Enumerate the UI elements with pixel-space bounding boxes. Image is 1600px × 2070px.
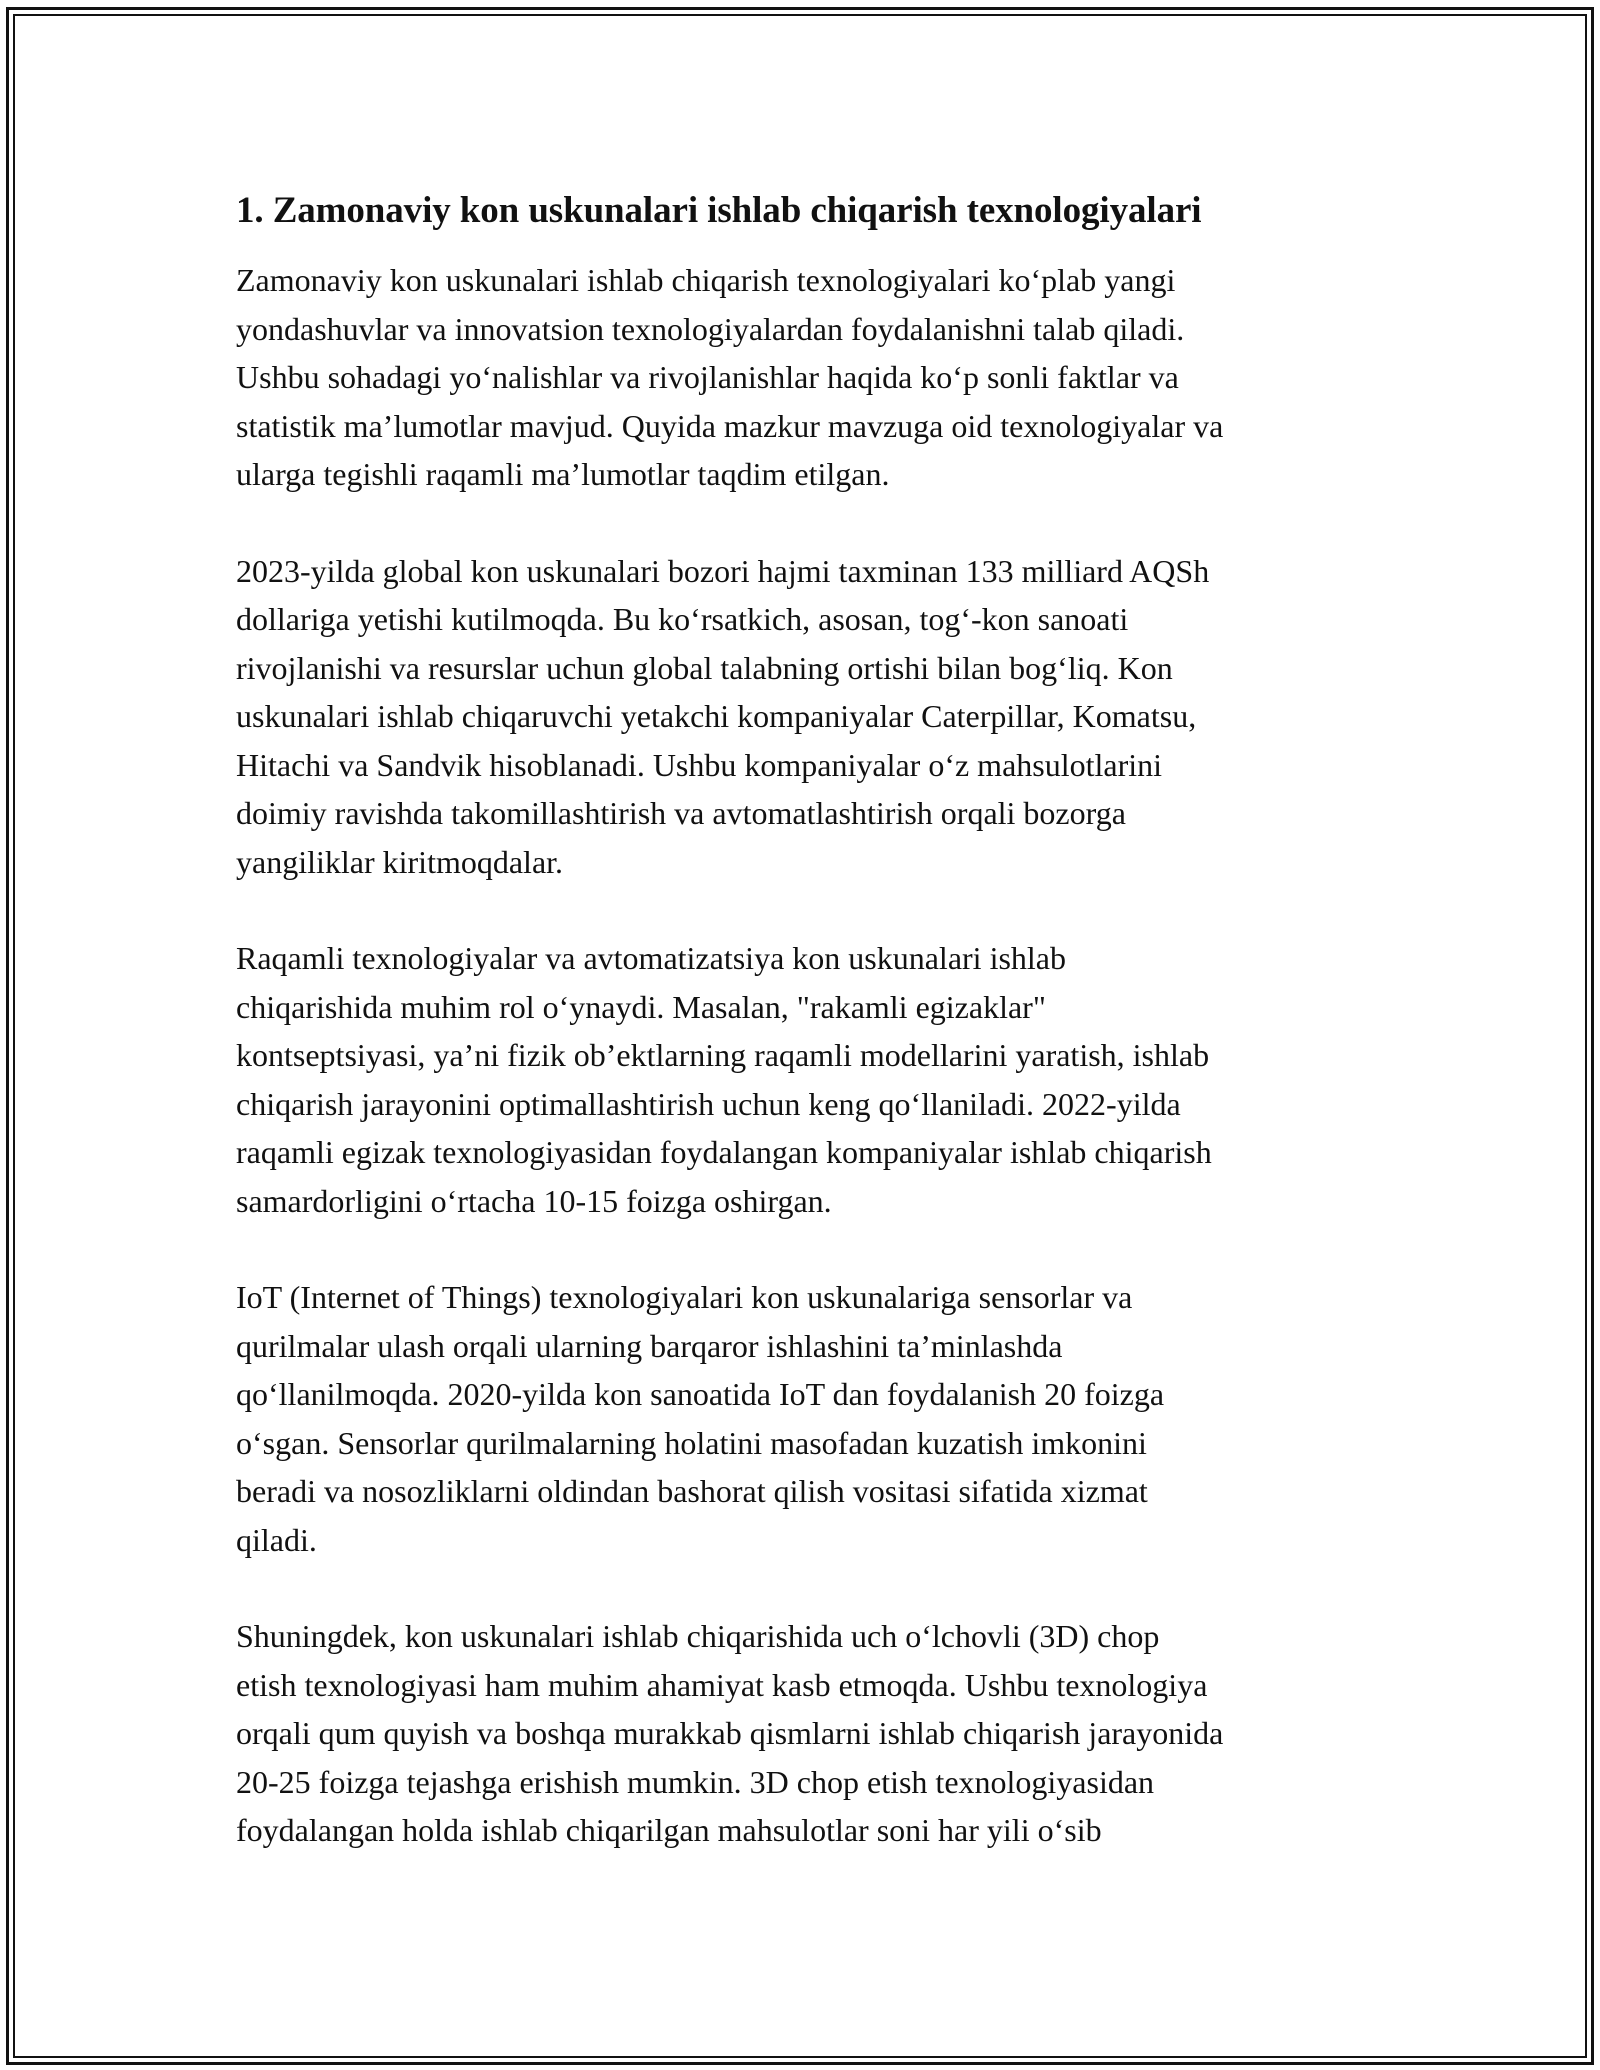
paragraph-line: yondashuvlar va innovatsion texnologiyalardan foydalanishni talab qiladi.: [236, 310, 1185, 347]
paragraph-line: yangiliklar kiritmoqdalar.: [236, 843, 564, 880]
paragraph-3: [236, 934, 1386, 1225]
document-body: [236, 186, 1386, 1903]
paragraph-line: orqali qum quyish va boshqa murakkab qismlarni ishlab chiqarish jarayonida: [236, 1715, 1224, 1751]
paragraph-line: raqamli egizak texnologiyasidan foydalangan kompaniyalar ishlab chiqarish: [236, 1134, 1212, 1170]
paragraph-line: foydalangan holda ishlab chiqarilgan mahsulotlar soni har yili o‘sib: [236, 1812, 1102, 1848]
section-heading: 1. Zamonaviy kon uskunalari ishlab chiqarish texnologiyalari: [236, 190, 1202, 231]
paragraph-line: uskunalari ishlab chiqaruvchi yetakchi kompaniyalar Caterpillar, Komatsu,: [236, 698, 1197, 734]
paragraph-line: Zamonaviy kon uskunalari ishlab chiqarish texnologiyalari ko‘plab yangi: [236, 262, 1176, 298]
paragraph-line: qo‘llanilmoqda. 2020-yilda kon sanoatida IoT dan foydalanish 20 foizga: [236, 1376, 1165, 1412]
paragraph-line: dollariga yetishi kutilmoqda. Bu ko‘rsatkich, asosan, tog‘-kon sanoati: [236, 601, 1129, 637]
paragraph-5: [236, 1612, 1386, 1855]
paragraph-1: [236, 256, 1386, 499]
paragraph-line: Hitachi va Sandvik hisoblanadi. Ushbu kompaniyalar o‘z mahsulotlarini: [236, 746, 1163, 783]
paragraph-line: statistik ma’lumotlar mavjud. Quyida mazkur mavzuga oid texnologiyalar va: [236, 407, 1224, 444]
paragraph-line: Ushbu sohadagi yo‘nalishlar va rivojlanishlar haqida ko‘p sonli faktlar va: [236, 359, 1179, 395]
paragraph-line: o‘sgan. Sensorlar qurilmalarning holatini masofadan kuzatish imkonini: [236, 1424, 1147, 1461]
paragraph-line: 2023-yilda global kon uskunalari bozori hajmi taxminan 133 milliard AQSh: [236, 552, 1210, 589]
paragraph-2: [236, 547, 1386, 887]
paragraph-line: chiqarish jarayonini optimallashtirish uchun keng qo‘llaniladi. 2022-yilda: [236, 1085, 1181, 1122]
paragraph-line: ularga tegishli raqamli ma’lumotlar taqdim etilgan.: [236, 456, 890, 492]
paragraph-line: Shuningdek, kon uskunalari ishlab chiqarishida uch o‘lchovli (3D) chop: [236, 1618, 1160, 1654]
paragraph-line: samardorligini o‘rtacha 10-15 foizga oshirgan.: [236, 1182, 832, 1219]
paragraph-line: rivojlanishi va resurslar uchun global talabning ortishi bilan bog‘liq. Kon: [236, 649, 1173, 686]
paragraph-line: 20-25 foizga tejashga erishish mumkin. 3D chop etish texnologiyasidan: [236, 1763, 1155, 1800]
paragraph-line: Raqamli texnologiyalar va avtomatizatsiya kon uskunalari ishlab: [236, 940, 1066, 976]
paragraph-line: kontseptsiyasi, ya’ni fizik ob’ektlarning raqamli modellarini yaratish, ishlab: [236, 1037, 1210, 1073]
paragraph-line: qiladi.: [236, 1521, 317, 1558]
paragraph-4: [236, 1273, 1386, 1564]
paragraph-line: beradi va nosozliklarni oldindan bashorat qilish vositasi sifatida xizmat: [236, 1473, 1148, 1509]
paragraph-line: doimiy ravishda takomillashtirish va avtomatlashtirish orqali bozorga: [236, 795, 1126, 831]
paragraph-line: chiqarishida muhim rol o‘ynaydi. Masalan, "rakamli egizaklar": [236, 988, 1046, 1025]
paragraph-line: etish texnologiyasi ham muhim ahamiyat kasb etmoqda. Ushbu texnologiya: [236, 1666, 1208, 1703]
paragraph-line: IoT (Internet of Things) texnologiyalari kon uskunalariga sensorlar va: [236, 1279, 1133, 1315]
paragraph-line: qurilmalar ulash orqali ularning barqaror ishlashini ta’minlashda: [236, 1327, 1063, 1364]
